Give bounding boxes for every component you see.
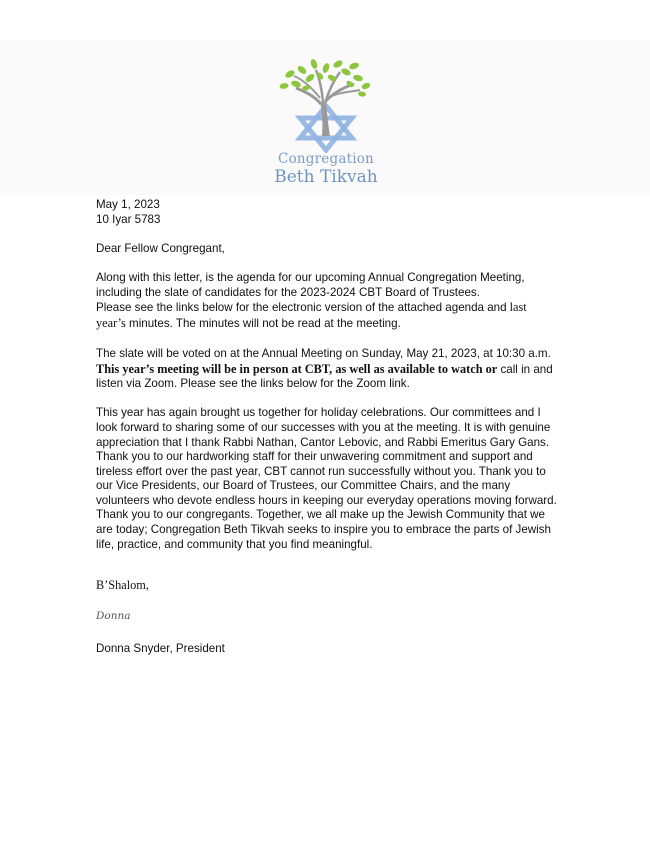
handwritten-signature: Donna bbox=[96, 610, 131, 622]
meeting-text-bold: This year’s meeting will be in person at CBT, as well as available to watch or bbox=[96, 361, 498, 376]
links-text-end: minutes. The minutes will not be read at the meeting. bbox=[125, 316, 401, 330]
paragraph-meeting bbox=[96, 346, 558, 392]
logo-text-beth-tikvah: Beth Tikvah bbox=[274, 167, 378, 187]
letter-date: May 1, 2023 bbox=[96, 198, 160, 211]
paragraph-links bbox=[96, 300, 558, 331]
links-text-start: Please see the links below for the electronic version of the attached agenda and bbox=[96, 301, 507, 315]
hebrew-date: 10 Iyar 5783 bbox=[96, 212, 161, 226]
salutation: Dear Fellow Congregant, bbox=[96, 241, 225, 255]
meeting-text-end: call in and listen via Zoom. Please see the links below for the Zoom link. bbox=[96, 362, 553, 391]
signer-name: Donna Snyder, President bbox=[96, 642, 225, 655]
tree-star-of-david-icon bbox=[270, 58, 382, 153]
logo-text-congregation: Congregation bbox=[278, 151, 374, 167]
links-text-serif: last year’s bbox=[96, 300, 527, 330]
congregation-logo bbox=[270, 58, 382, 193]
meeting-text-start: The slate will be voted on at the Annual Meeting on Sunday, May 21, 2023, at 10:30 a.m. bbox=[96, 346, 551, 360]
paragraph-agenda: Along with this letter, is the agenda for our upcoming Annual Congregation Meeting, including the slate of candidates for the 2023-2024 CBT Board of Trustees. bbox=[96, 270, 525, 299]
paragraph-thanks: This year has again brought us together for holiday celebrations. Our committees and I look forward to sharing some of our successes with you at the meeting. It is with genuine appreciation that I thank Rabbi Nathan, Cantor Lebovic, and Rabbi Emeritus Gary Gans. Thank you to our hardworking staff for their unwavering commitment and support and tireless effort over the past year, CBT cannot run successfully without you. Thank you to our Vice Presidents, our Board of Trustees, our Committee Chairs, and the many volunteers who devote endless hours in keeping our everyday operations moving forward. Thank you to our congregants. Together, we all make up the Jewish Community that we are today; Congregation Beth Tikvah seeks to inspire you to embrace the parts of Jewish life, practice, and community that you find meaningful. bbox=[96, 406, 557, 551]
closing: B’Shalom, bbox=[96, 578, 149, 592]
signature-block bbox=[96, 578, 225, 655]
letter-body bbox=[96, 198, 558, 552]
